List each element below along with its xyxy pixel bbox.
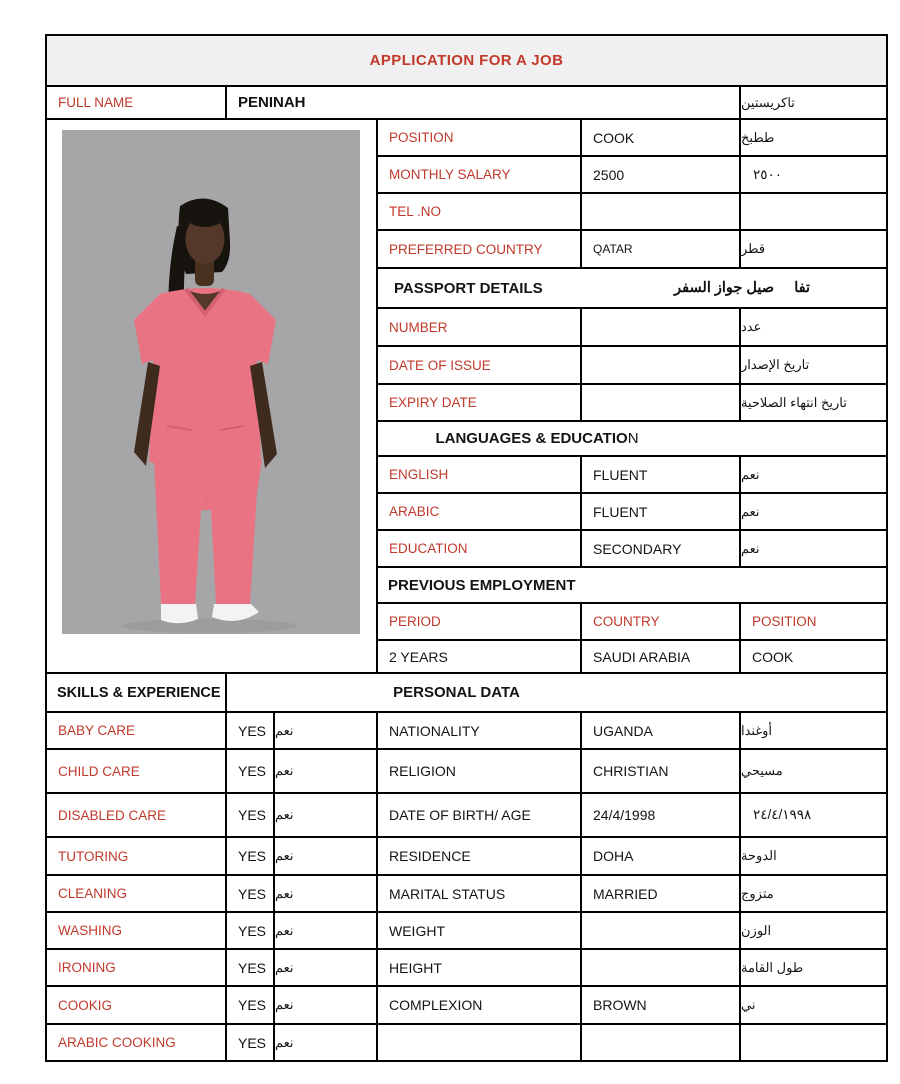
arabic-label: ARABIC xyxy=(378,494,582,529)
cleaning-yes: YES xyxy=(227,876,275,911)
empty-personal-arabic xyxy=(741,1025,886,1060)
form-title: APPLICATION FOR A JOB xyxy=(369,52,564,69)
period-value: 2 YEARS xyxy=(378,641,582,672)
religion-arabic: مسيحي xyxy=(741,763,783,778)
full-name-value: PENINAH xyxy=(227,87,741,118)
expiry-date-value xyxy=(582,385,741,420)
complexion-arabic: ني xyxy=(741,997,756,1012)
application-form-table xyxy=(45,34,888,1062)
child-care-arabic: نعم xyxy=(275,750,378,792)
tutoring-row xyxy=(47,838,886,876)
complexion-value: BROWN xyxy=(582,987,741,1023)
dob-value: 24/4/1998 xyxy=(582,794,741,836)
residence-label: RESIDENCE xyxy=(378,838,582,874)
languages-education-header-row xyxy=(378,422,886,457)
form-title-row xyxy=(47,36,886,87)
salary-label: MONTHLY SALARY xyxy=(378,157,582,192)
arabic-cooking-yes: YES xyxy=(227,1025,275,1060)
disabled-care-row xyxy=(47,794,886,838)
arabic-cooking-label: ARABIC COOKING xyxy=(47,1025,227,1060)
weight-label: WEIGHT xyxy=(378,913,582,948)
ironing-arabic: نعم xyxy=(275,950,378,985)
height-arabic: طول القامة xyxy=(741,959,804,975)
empty-personal-label xyxy=(378,1025,582,1060)
date-of-issue-arabic: تاريخ الإصدار xyxy=(741,357,810,372)
education-arabic: نعم xyxy=(741,540,760,556)
ironing-label: IRONING xyxy=(47,950,227,985)
child-care-yes: YES xyxy=(227,750,275,792)
salary-value: 2500 xyxy=(582,157,741,192)
marital-status-value: MARRIED xyxy=(582,876,741,911)
applicant-photo xyxy=(62,130,360,634)
salary-arabic: ٢٥٠٠ xyxy=(753,166,783,182)
passport-number-value xyxy=(582,309,741,345)
expiry-date-label: EXPIRY DATE xyxy=(378,385,582,420)
weight-value xyxy=(582,913,741,948)
full-name-label: FULL NAME xyxy=(47,87,227,118)
cooking-label: COOKIG xyxy=(47,987,227,1023)
preferred-country-label: PREFERRED COUNTRY xyxy=(378,231,582,267)
dob-label: DATE OF BIRTH/ AGE xyxy=(378,794,582,836)
arabic-value: FLUENT xyxy=(582,494,741,529)
residence-value: DOHA xyxy=(582,838,741,874)
photo-cell xyxy=(47,120,378,672)
washing-yes: YES xyxy=(227,913,275,948)
preferred-country-row xyxy=(378,231,886,269)
expiry-date-arabic: تاريخ انتهاء الصلاحية xyxy=(741,394,847,410)
tutoring-label: TUTORING xyxy=(47,838,227,874)
languages-education-header-bold: LANGUAGES & EDUCATIO xyxy=(435,430,628,447)
arabic-row xyxy=(378,494,886,531)
full-name-arabic: تاكريستين xyxy=(741,94,795,110)
religion-label: RELIGION xyxy=(378,750,582,792)
salary-row xyxy=(378,157,886,194)
baby-care-row xyxy=(47,713,886,750)
dob-arabic: ٢٤/٤/١٩٩٨ xyxy=(753,807,812,822)
skills-personal-header-row xyxy=(47,674,886,713)
cleaning-arabic: نعم xyxy=(275,876,378,911)
nationality-arabic: أوغندا xyxy=(741,722,773,738)
passport-number-label: NUMBER xyxy=(378,309,582,345)
religion-value: CHRISTIAN xyxy=(582,750,741,792)
education-row xyxy=(378,531,886,568)
date-of-issue-row xyxy=(378,347,886,385)
passport-details-header xyxy=(378,269,886,307)
passport-details-header-row xyxy=(378,269,886,309)
passport-details-header-ar: تفا صيل جواز السفر xyxy=(674,280,810,296)
education-label: EDUCATION xyxy=(378,531,582,566)
job-info-column xyxy=(378,120,886,672)
passport-details-header-en: PASSPORT DETAILS xyxy=(394,279,543,297)
tel-arabic xyxy=(741,194,886,229)
tel-label: TEL .NO xyxy=(378,194,582,229)
expiry-date-row xyxy=(378,385,886,422)
english-arabic: نعم xyxy=(741,466,760,482)
tel-value xyxy=(582,194,741,229)
education-value: SECONDARY xyxy=(582,531,741,566)
ironing-yes: YES xyxy=(227,950,275,985)
child-care-label: CHILD CARE xyxy=(47,750,227,792)
tel-row xyxy=(378,194,886,231)
languages-education-header-tail: N xyxy=(627,430,639,447)
weight-arabic: الوزن xyxy=(741,922,772,938)
tutoring-arabic: نعم xyxy=(275,838,378,874)
arabic-cooking-arabic: نعم xyxy=(275,1025,378,1060)
washing-arabic: نعم xyxy=(275,913,378,948)
empty-personal-value xyxy=(582,1025,741,1060)
languages-education-header xyxy=(378,422,886,455)
nationality-label: NATIONALITY xyxy=(378,713,582,748)
nationality-value: UGANDA xyxy=(582,713,741,748)
marital-status-label: MARITAL STATUS xyxy=(378,876,582,911)
previous-employment-values-row xyxy=(378,641,886,672)
baby-care-arabic: نعم xyxy=(275,713,378,748)
full-name-row xyxy=(47,87,886,120)
washing-row xyxy=(47,913,886,950)
child-care-row xyxy=(47,750,886,794)
baby-care-yes: YES xyxy=(227,713,275,748)
date-of-issue-label: DATE OF ISSUE xyxy=(378,347,582,383)
position-row xyxy=(378,120,886,157)
skills-experience-header: SKILLS & EXPERIENCE xyxy=(47,674,227,711)
personal-data-header xyxy=(227,674,886,711)
passport-number-row xyxy=(378,309,886,347)
position-value-prev: COOK xyxy=(752,648,794,665)
arabic-cooking-row xyxy=(47,1025,886,1060)
baby-care-label: BABY CARE xyxy=(47,713,227,748)
main-section xyxy=(47,120,886,674)
disabled-care-yes: YES xyxy=(227,794,275,836)
english-row xyxy=(378,457,886,494)
arabic-arabic: نعم xyxy=(741,503,760,519)
previous-employment-header-text: PREVIOUS EMPLOYMENT xyxy=(388,576,576,594)
cleaning-label: CLEANING xyxy=(47,876,227,911)
english-label: ENGLISH xyxy=(378,457,582,492)
preferred-country-arabic: قطر xyxy=(741,241,766,256)
country-column-header: COUNTRY xyxy=(582,604,741,639)
position-column-header: POSITION xyxy=(752,614,817,629)
passport-number-arabic: عدد xyxy=(741,319,762,334)
english-value: FLUENT xyxy=(582,457,741,492)
cooking-arabic: نعم xyxy=(275,987,378,1023)
disabled-care-label: DISABLED CARE xyxy=(47,794,227,836)
residence-arabic: الدوحة xyxy=(741,848,777,863)
position-arabic: ططبخ xyxy=(741,129,775,145)
ironing-row xyxy=(47,950,886,987)
height-value xyxy=(582,950,741,985)
country-value: SAUDI ARABIA xyxy=(582,641,741,672)
marital-status-arabic: متزوج xyxy=(741,885,774,901)
date-of-issue-value xyxy=(582,347,741,383)
position-label: POSITION xyxy=(378,120,582,155)
previous-employment-header-row xyxy=(378,568,886,604)
personal-data-header-text: PERSONAL DATA xyxy=(393,684,520,701)
position-value: COOK xyxy=(582,120,741,155)
height-label: HEIGHT xyxy=(378,950,582,985)
cooking-yes: YES xyxy=(227,987,275,1023)
cleaning-row xyxy=(47,876,886,913)
complexion-label: COMPLEXION xyxy=(378,987,582,1023)
previous-employment-header xyxy=(378,568,886,602)
previous-employment-columns-row xyxy=(378,604,886,641)
period-column-header: PERIOD xyxy=(378,604,582,639)
washing-label: WASHING xyxy=(47,913,227,948)
preferred-country-value: QATAR xyxy=(582,231,741,267)
cooking-row xyxy=(47,987,886,1025)
tutoring-yes: YES xyxy=(227,838,275,874)
disabled-care-arabic: نعم xyxy=(275,794,378,836)
